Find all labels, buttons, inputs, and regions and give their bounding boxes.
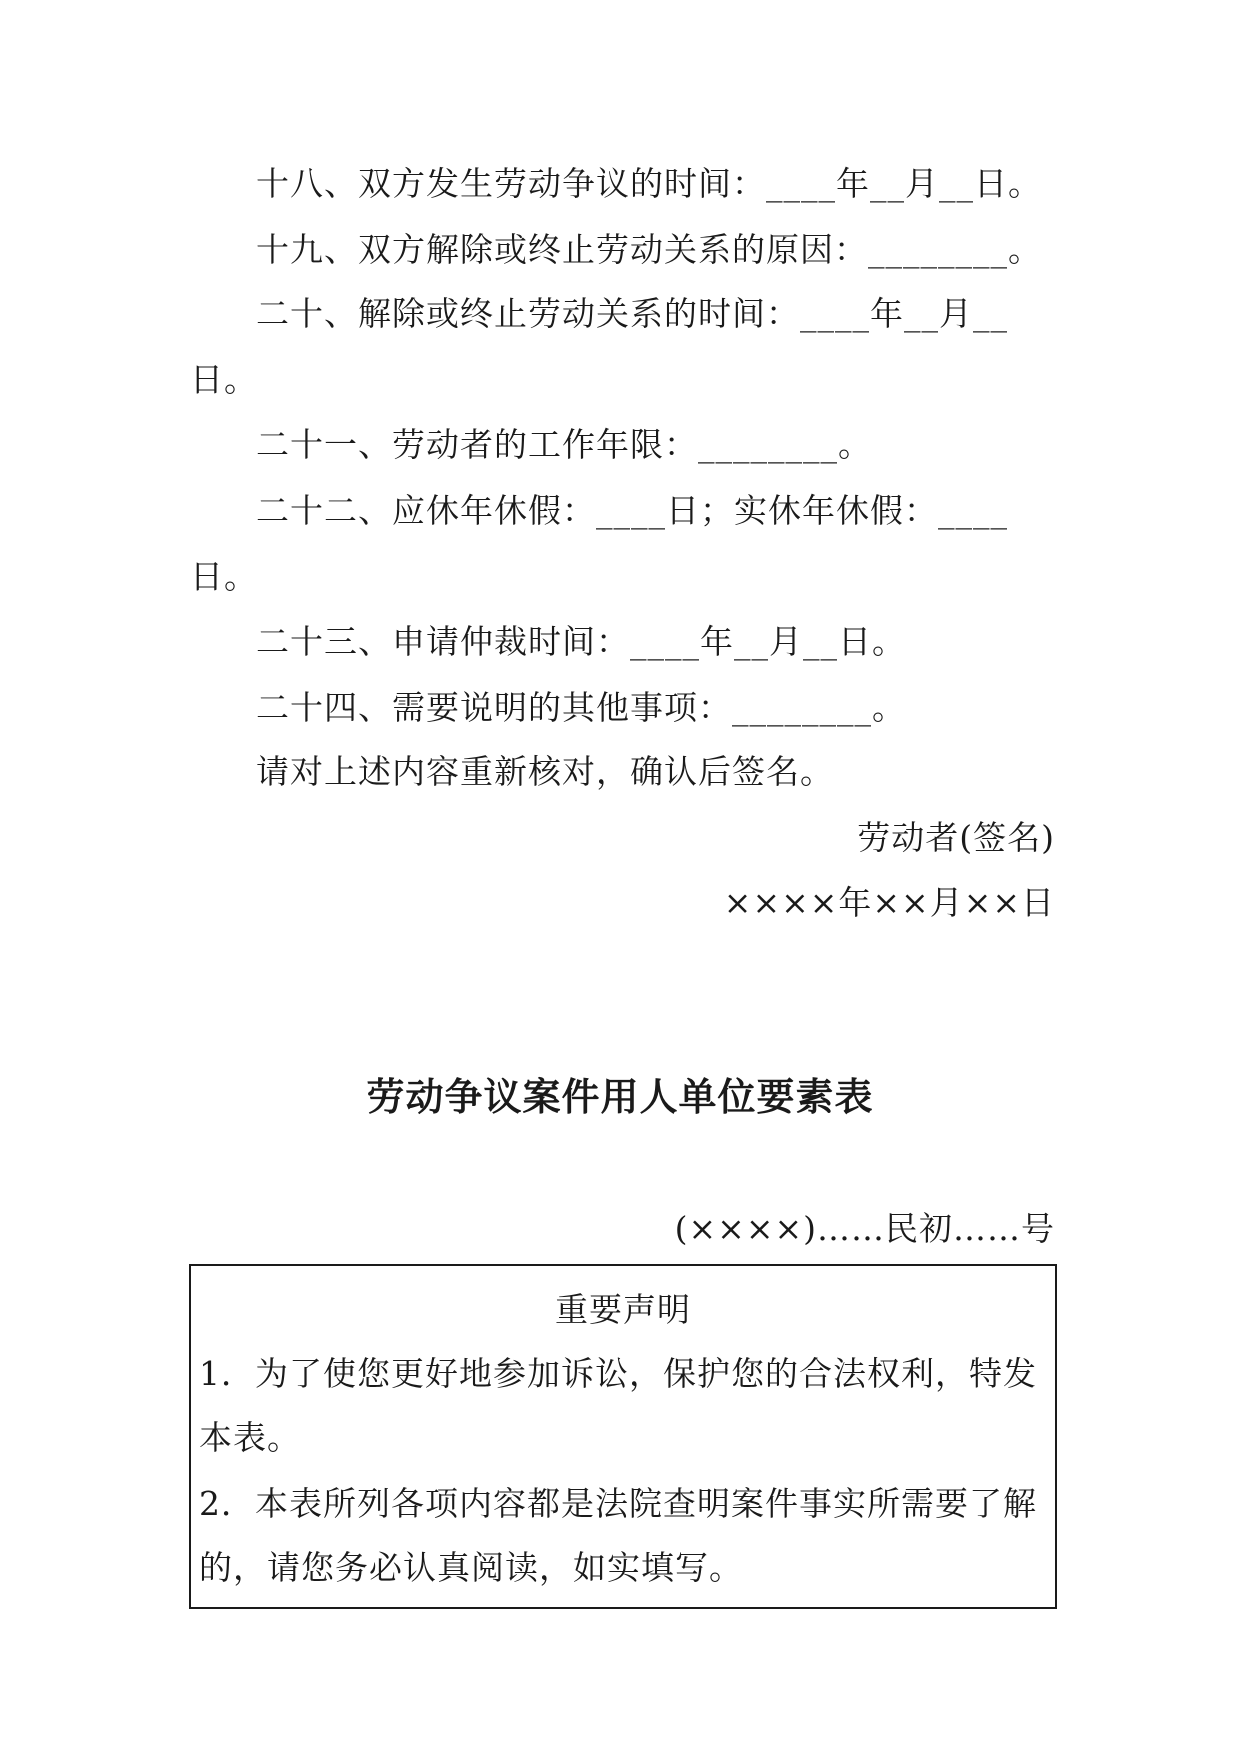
item-22: 二十二、应休年休假：____日；实休年休假：____ <box>256 491 1008 530</box>
notice-heading: 重要声明 <box>555 1290 691 1329</box>
item-22-continued: 日。 <box>190 557 258 596</box>
case-number: (××××)……民初……号 <box>674 1209 1055 1248</box>
notice-line: 2．本表所列各项内容都是法院查明案件事实所需要了解 <box>199 1484 1037 1523</box>
item-21: 二十一、劳动者的工作年限：________。 <box>256 425 872 464</box>
signature-date: ××××年××月××日 <box>723 883 1055 922</box>
item-23: 二十三、申请仲裁时间：____年__月__日。 <box>256 622 906 661</box>
item-20-continued: 日。 <box>190 360 258 399</box>
signature-label: 劳动者(签名) <box>857 818 1055 857</box>
notice-line: 本表。 <box>199 1418 301 1457</box>
item-19: 十九、双方解除或终止劳动关系的原因：________。 <box>256 230 1042 269</box>
notice-line: 的，请您务必认真阅读，如实填写。 <box>199 1548 743 1587</box>
item-24: 二十四、需要说明的其他事项：________。 <box>256 688 906 727</box>
important-notice-box <box>189 1264 1057 1609</box>
item-18: 十八、双方发生劳动争议的时间：____年__月__日。 <box>256 164 1042 203</box>
item-20: 二十、解除或终止劳动关系的时间：____年__月__ <box>256 294 1008 333</box>
notice-line: 1．为了使您更好地参加诉讼，保护您的合法权利，特发 <box>199 1354 1037 1393</box>
form-title: 劳动争议案件用人单位要素表 <box>366 1074 874 1119</box>
verification-instruction: 请对上述内容重新核对，确认后签名。 <box>256 752 834 791</box>
